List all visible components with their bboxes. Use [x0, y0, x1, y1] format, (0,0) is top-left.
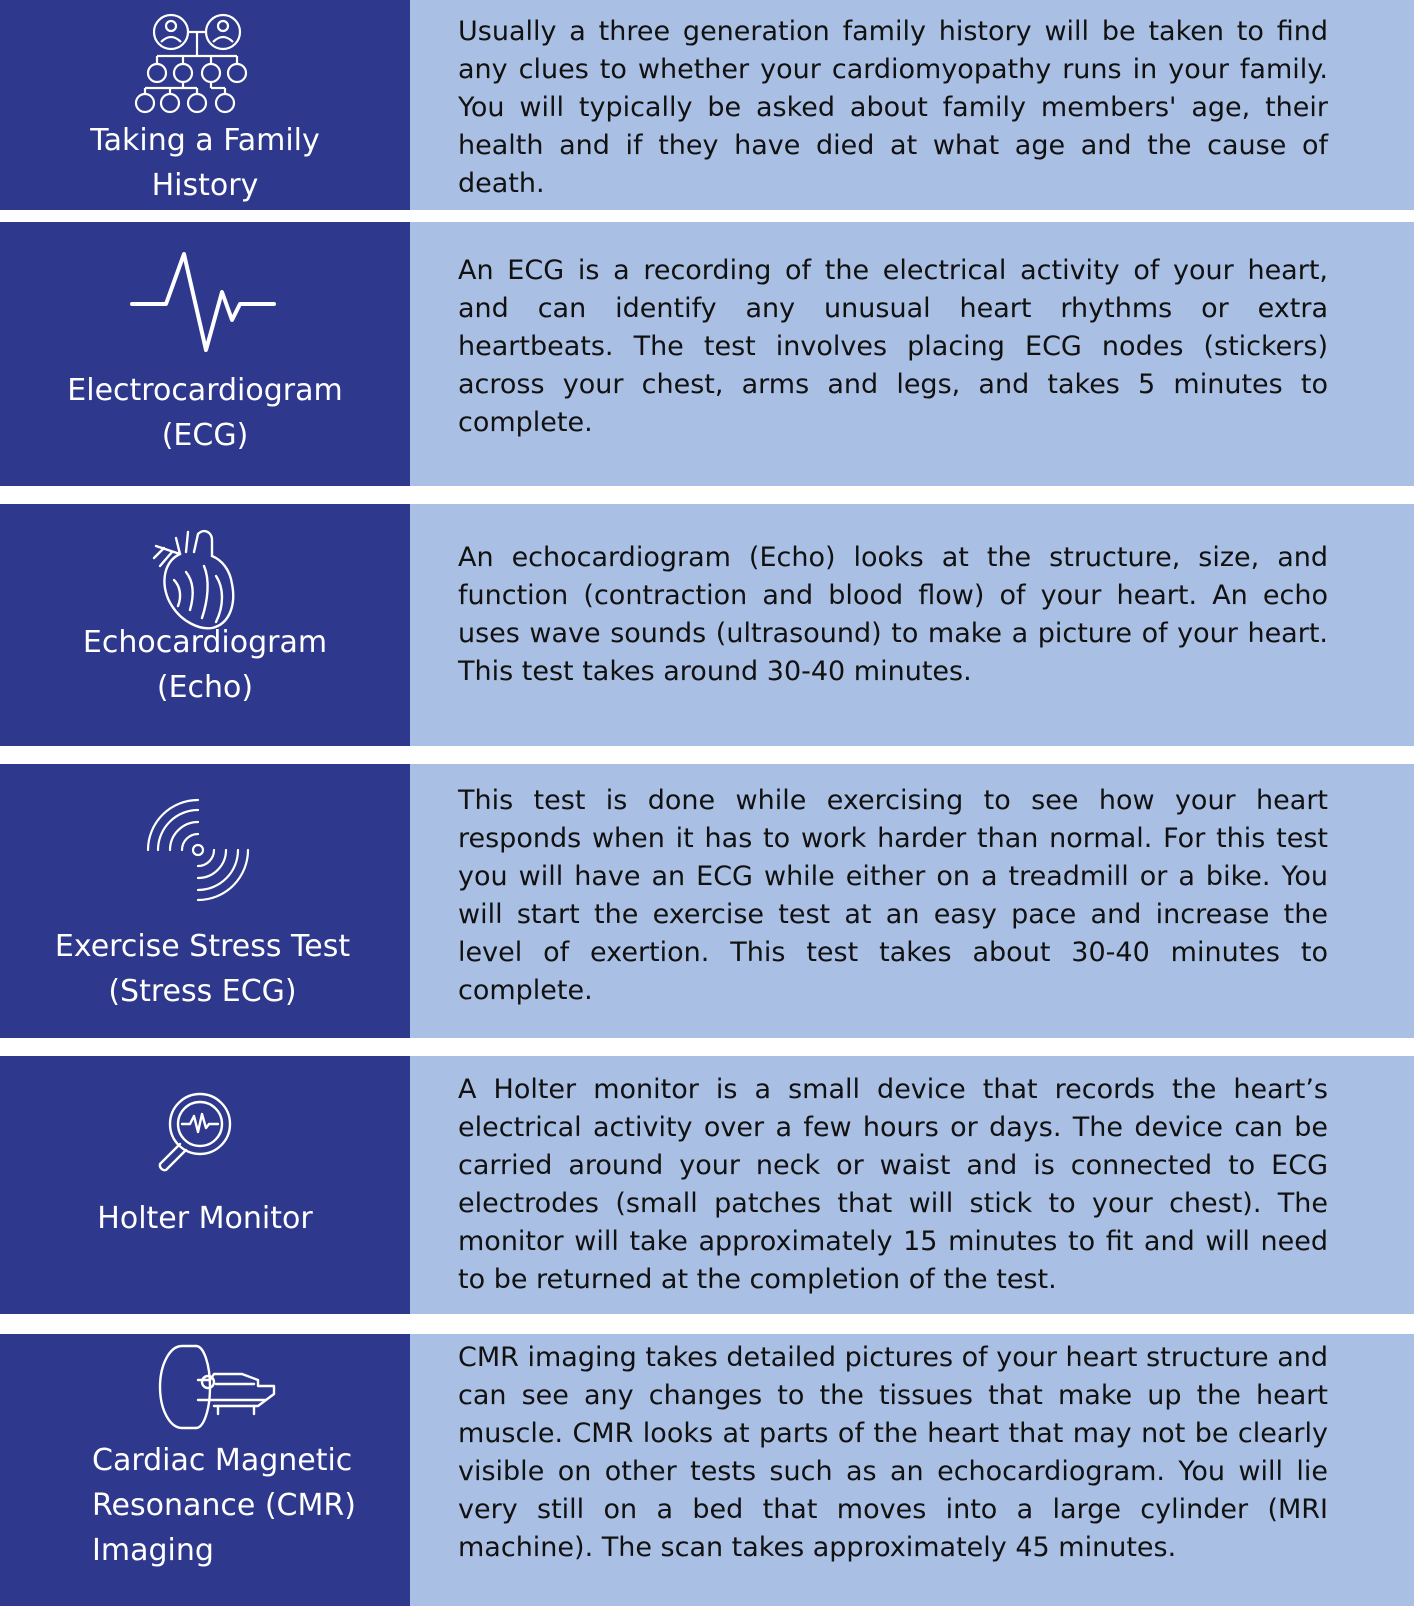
- ecg-waveform-icon: [130, 250, 276, 354]
- heart-icon: [150, 526, 242, 634]
- row-description: CMR imaging takes detailed pictures of your heart structure and can see any changes to the tissues that make up the heart muscle. CMR looks at parts of the heart that may not be clearly visible on other tests such as an echocardiogram. You will lie very still on a bed that moves into a large cylinder (MRI machine). The scan takes approximately 45 minutes.: [458, 1342, 1328, 1563]
- row-title-panel: [0, 0, 410, 210]
- magnifier-heartbeat-icon: [152, 1090, 234, 1172]
- row-title-panel: [0, 1334, 410, 1606]
- row-title-panel: [0, 764, 410, 1038]
- row-description: A Holter monitor is a small device that records the heart’s electrical activity over a few hours or days. The device can be carried around your neck or waist and is connected to ECG electrodes (small patches that will stick to your chest). The monitor will take approximately 15 minutes to fit and will need to be returned at the completion of the test.: [458, 1074, 1328, 1295]
- table-row: [0, 1334, 1414, 1606]
- table-row: [0, 504, 1414, 746]
- table-row: [0, 1056, 1414, 1314]
- row-title: Holter Monitor: [97, 1201, 313, 1236]
- row-title-panel: [0, 222, 410, 486]
- row-description: An echocardiogram (Echo) looks at the structure, size, and function (contraction and blood flow) of your heart. An echo uses wave sounds (ultrasound) to make a picture of your heart. This test takes around 30-40 minutes.: [458, 542, 1328, 687]
- row-title: Exercise Stress Test (Stress ECG): [54, 929, 351, 1009]
- sound-waves-icon: [146, 798, 256, 908]
- row-title: Echocardiogram (Echo): [82, 625, 328, 705]
- row-description: An ECG is a recording of the electrical activity of your heart, and can identify any unusual heart rhythms or extra heartbeats. The test involves placing ECG nodes (stickers) across your chest, arms and legs, and takes 5 minutes to complete.: [458, 255, 1328, 438]
- mri-scanner-icon: [158, 1344, 282, 1430]
- row-title-panel: [0, 1056, 410, 1314]
- row-description: This test is done while exercising to see how your heart responds when it has to work harder than normal. For this test you will have an ECG while either on a treadmill or a bike. You will start the exercise test at an easy pace and increase the level of exertion. This test takes about 30-40 minutes to complete.: [458, 785, 1328, 1006]
- row-description: Usually a three generation family history will be taken to find any clues to whether your cardiomyopathy runs in your family. You will typically be asked about family members' age, their health and if they have died at what age and the cause of death.: [458, 16, 1328, 199]
- table-row: [0, 222, 1414, 486]
- table-row: [0, 0, 1414, 210]
- row-title: Cardiac Magnetic Resonance (CMR) Imaging: [92, 1443, 356, 1568]
- row-title: Taking a Family History: [90, 123, 320, 203]
- table-row: [0, 764, 1414, 1038]
- row-title-panel: [0, 504, 410, 746]
- family-tree-icon: [133, 12, 251, 118]
- row-title: Electrocardiogram (ECG): [67, 373, 343, 453]
